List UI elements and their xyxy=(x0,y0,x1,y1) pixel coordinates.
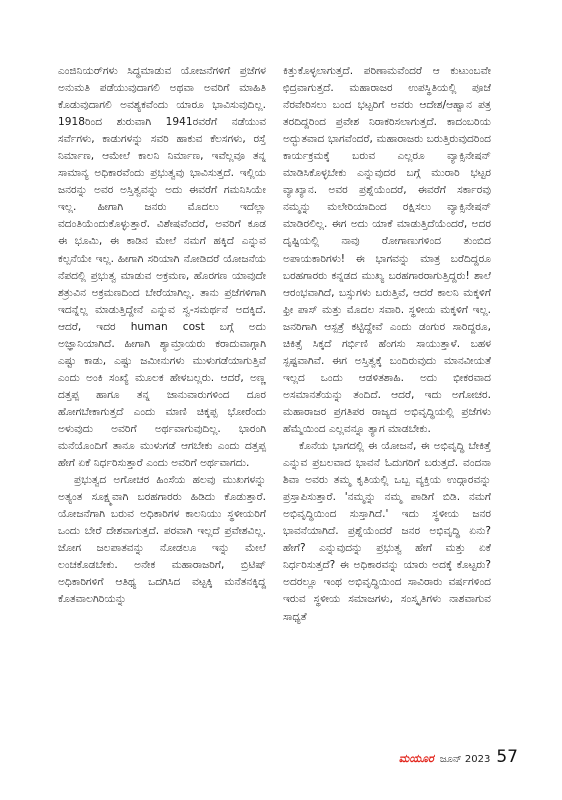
issue-date: ಜೂನ್ 2023 xyxy=(439,754,491,765)
article-column-left xyxy=(58,63,266,609)
article-paragraph: ಪ್ರಭುತ್ವದ ಅಗೋಚರ ಹಿಂಸೆಯ ಹಲವು ಮುಖಗಳನ್ನು ಅತ್ಯಂತ ಸೂಕ್ಷ್ಮವಾಗಿ ಬರಹಗಾರರು ಹಿಡಿದು ಕೊಡುತ್ತಾರೆ. ಯೋಜನೆಗಾಗಿ ಬರುವ ಅಧಿಕಾರಿಗಳ ಕಾಲನಿಯು ಸ್ಥಳೀಯರಿಗೆ ಒಂದು ಬೇರೆ ದೇಶವಾಗುತ್ತದೆ. ಪರವಾಗಿ ಇಲ್ಲದೆ ಪ್ರವೇಶವಿಲ್ಲ. ಜೋಗ ಜಲಪಾತವನ್ನು ನೋಡಲೂ ಇನ್ನು ಮೇಲೆ ಲಂಚಕೊಡಬೇಕು. ಅನೇಕ ಮಹಾರಾಜರಿಗೆ, ಬ್ರಿಟಿಷ್ ಅಧಿಕಾರಿಗಳಿಗೆ ಆತಿಥ್ಯ ಒದಗಿಸಿದ ವಟ್ಟಕ್ಕಿ ಮನೆತನಕ್ಕಿದ್ದ ಕೊತವಾಲಗಿರಿಯನ್ನು xyxy=(58,474,266,606)
article-paragraph: ಕಿತ್ತುಕೊಳ್ಳಲಾಗುತ್ತದೆ. ಪರಿಣಾಮವೆಂದರೆ ಆ ಕುಟುಂಬವೇ ಛಿದ್ರವಾಗುತ್ತದೆ. ಮಹಾರಾಜರ ಉಪಸ್ಥಿತಿಯಲ್ಲಿ ಪೂಜೆ ನೆರವೇರಿಸಲು ಬಂದ ಭಟ್ಟರಿಗೆ ಅವರು ಆದೇಶ/ಆಹ್ವಾನ ಪತ್ರ ತರದಿದ್ದರಿಂದ ಪ್ರವೇಶ ನಿರಾಕರಿಸಲಾಗುತ್ತದೆ. ಕಾದಂಬರಿಯ ಅದ್ಭುತವಾದ ಭಾಗವೆಂದರೆ, ಮಹಾರಾಜರು ಬರುತ್ತಿರುವುದರಿಂದ ಕಾರ್ಯಕ್ರಮಕ್ಕೆ ಬರುವ ಎಲ್ಲರೂ ವ್ಯಾಕ್ಸಿನೇಷನ್ ಮಾಡಿಸಿಕೊಳ್ಳಬೇಕು ಎನ್ನುವುದರ ಬಗ್ಗೆ ಮುರಾರಿ ಭಟ್ಟರ ವ್ಯಾಖ್ಯಾನ. ಅವರ ಪ್ರಶ್ನೆಯೆಂದರೆ, ಈವರೆಗೆ ಸರ್ಕಾರವು ನಮ್ಮನ್ನು ಮಲೇರಿಯಾದಿಂದ ರಕ್ಷಿಸಲು ವ್ಯಾಕ್ಸಿನೇಷನ್ ಮಾಡಿರಲಿಲ್ಲ. ಈಗ ಅದು ಯಾಕೆ ಮಾಡುತ್ತಿದೆಯೆಂದರೆ, ಅದರ ದೃಷ್ಟಿಯಲ್ಲಿ ನಾವು ರೋಗಾಣುಗಳಿಂದ ತುಂಬಿದ ಅಪಾಯಕಾರಿಗಳು! ಈ ಭಾಗವನ್ನು ಮಾತ್ರ ಬರೆದಿದ್ದರೂ ಬರಹಗಾರರು ಕನ್ನಡದ ಮುಖ್ಯ ಬರಹಗಾರರಾಗುತ್ತಿದ್ದರು! ಶಾಲೆ ಆರಂಭವಾಗಿದೆ, ಬಸ್ಸುಗಳು ಬರುತ್ತಿವೆ, ಆದರೆ ಕಾಲನಿ ಮಕ್ಕಳಿಗೆ ಫ್ರೀ ಪಾಸ್ ಮತ್ತು ಮೊದಲ ಸವಾರಿ. ಸ್ಥಳೀಯ ಮಕ್ಕಳಿಗೆ ಇಲ್ಲ. ಜನರಿಗಾಗಿ ಆಸ್ಪತ್ರೆ ಕಟ್ಟಿದ್ದೇವೆ ಎಂದು ಡಂಗುರ ಸಾರಿದ್ದರೂ, ಚಿಕಿತ್ಸೆ ಸಿಕ್ಕದೆ ಗರ್ಭಿಣಿ ಹೆಂಗಸು ಸಾಯುತ್ತಾಳೆ. ಬಹಳ ಸ್ಪಷ್ಟವಾಗಿವೆ. ಈಗ ಅಸ್ತಿತ್ವಕ್ಕೆ ಬಂದಿರುವುದು ಮಾನವೀಯತೆ ಇಲ್ಲದ ಒಂದು ಆಡಳಿತಶಾಹಿ. ಅದು ಭೀಕರವಾದ ಅಸಮಾನತೆಯನ್ನು ತಂದಿದೆ. ಆದರೆ, ಇದು ಅಗೋಚರ. ಮಹಾರಾಜರ ಪ್ರಗತಿಪರ ರಾಜ್ಯದ ಅಭಿವೃದ್ಧಿಯಲ್ಲಿ ಪ್ರಜೆಗಳು ಹೆಮ್ಮೆಯಿಂದ ಎಲ್ಲವನ್ನೂ ತ್ಯಾಗ ಮಾಡಬೇಕು. xyxy=(283,65,491,435)
article-paragraph: ಕೊನೆಯ ಭಾಗದಲ್ಲಿ ಈ ಯೋಜನೆ, ಈ ಅಭಿವೃದ್ಧಿ ಬೇಕಿತ್ತೆ ಎನ್ನುವ ಪ್ರಬಲವಾದ ಭಾವನೆ ಓದುಗರಿಗೆ ಬರುತ್ತದೆ. ವಂದನಾ ಶಿವಾ ಅವರು ತಮ್ಮ ಕೃತಿಯಲ್ಲಿ ಒಬ್ಬ ವ್ಯಕ್ತಿಯ ಉದ್ಗಾರವನ್ನು ಪ್ರಸ್ತಾಪಿಸುತ್ತಾರೆ. 'ನಮ್ಮನ್ನು ನಮ್ಮ ಪಾಡಿಗೆ ಬಿಡಿ. ನಮಗೆ ಅಭಿವೃದ್ಧಿಯಿಂದ ಸುಸ್ತಾಗಿದೆ.' ಇದು ಸ್ಥಳೀಯ ಜನರ ಭಾವನೆಯಾಗಿದೆ. ಪ್ರಶ್ನೆಯೆಂದರೆ ಜನರ ಅಭಿವೃದ್ಧಿ ಏನು? ಹೇಗೆ? ಎನ್ನುವುದನ್ನು ಪ್ರಭುತ್ವ ಹೇಗೆ ಮತ್ತು ಏಕೆ ನಿರ್ಧರಿಸುತ್ತದೆ? ಈ ಅಧಿಕಾರವನ್ನು ಯಾರು ಅದಕ್ಕೆ ಕೊಟ್ಟರು? ಅದರಲ್ಲೂ ಇಂಥ ಅಭಿವೃದ್ಧಿಯಿಂದ ಸಾವಿರಾರು ವರ್ಷಗಳಿಂದ ಇರುವ ಸ್ಥಳೀಯ ಸಮಾಜಗಳು, ಸಂಸ್ಕೃತಿಗಳು ನಾಶವಾಗುವ ಸಾಧ್ಯತೆ xyxy=(283,440,491,623)
page-number: 57 xyxy=(496,747,518,767)
article-column-right xyxy=(283,63,491,626)
magazine-name: ಮಯೂರ xyxy=(398,752,434,765)
page-footer xyxy=(399,747,518,767)
article-paragraph: ಎಂಜಿನಿಯರ್‌ಗಳು ಸಿದ್ಧಮಾಡುವ ಯೋಜನೆಗಳಿಗೆ ಪ್ರಜೆಗಳ ಅನುಮತಿ ಪಡೆಯುವುದಾಗಲಿ ಅಥವಾ ಅವರಿಗೆ ಮಾಹಿತಿ ಕೊಡುವುದಾಗಲಿ ಅವಶ್ಯಕವೆಂದು ಯಾರೂ ಭಾವಿಸುವುದಿಲ್ಲ. 1918ರಿಂದ ಶುರುವಾಗಿ 1941ರವರೆಗೆ ನಡೆಯುವ ಸರ್ವೆಗಳು, ಕಾಡುಗಳನ್ನು ಸವರಿ ಹಾಕುವ ಕೆಲಸಗಳು, ರಸ್ತೆ ನಿರ್ಮಾಣ, ಆಮೇಲೆ ಕಾಲನಿ ನಿರ್ಮಾಣ, ಇವೆಲ್ಲವೂ ತನ್ನ ಸಾಮಾನ್ಯ ಅಧಿಕಾರವೆಂದು ಪ್ರಭುತ್ವವು ಭಾವಿಸುತ್ತದೆ. ಇಲ್ಲಿಯ ಜನರನ್ನು ಅವರ ಅಸ್ತಿತ್ವವನ್ನು ಅದು ಈವರೆಗೆ ಗಮನಿಸಿಯೇ ಇಲ್ಲ. ಹೀಗಾಗಿ ಜನರು ಮೊದಲು ಇದೆಲ್ಲಾ ವದಂತಿಯೆಂದುಕೊಳ್ಳುತ್ತಾರೆ. ವಿಶೇಷವೆಂದರೆ, ಅವರಿಗೆ ಕೂಡ ಈ ಭೂಮಿ, ಈ ಕಾಡಿನ ಮೇಲೆ ನಮಗೆ ಹಕ್ಕಿದೆ ಎನ್ನುವ ಕಲ್ಪನೆಯೇ ಇಲ್ಲ. ಹೀಗಾಗಿ ಸರಿಯಾಗಿ ನೋಡಿದರೆ ಯೋಜನೆಯ ನೆಪದಲ್ಲಿ ಪ್ರಭುತ್ವ ಮಾಡುವ ಅಕ್ರಮಣ, ಹೊರಗಣ ಯಾವುದೇ ಶತ್ರುವಿನ ಅಕ್ರಮಣದಿಂದ ಬೇರೆಯಾಗಿಲ್ಲ. ತಾನು ಪ್ರಜೆಗಳಿಗಾಗಿ ಇದನ್ನೆಲ್ಲ ಮಾಡುತ್ತಿದ್ದೇನೆ ಎನ್ನುವ ಸ್ವ-ಸಮರ್ಥನೆ ಅದಕ್ಕಿದೆ. ಆದರೆ, ಇದರ human cost ಬಗ್ಗೆ ಅದು ಅಜ್ಞಾನಿಯಾಗಿದೆ. ಹೀಗಾಗಿ ಶ್ಯಾಮ್ರಾಯರು ಕರಾದುವಾಗ್ಗಾಗಿ ಎಷ್ಟು ಕಾಡು, ಎಷ್ಟು ಜಮೀನುಗಳು ಮುಳುಗಡೆಯಾಗುತ್ತಿವೆ ಎಂದು ಅಂಕಿ ಸಂಖ್ಯೆ ಮೂಲಕ ಹೇಳಬಲ್ಲರು. ಆದರೆ, ಅಣ್ಣ ದತ್ತಪ್ಪ ಹಾಗೂ ತನ್ನ ಜಾನುವಾರುಗಳಿಂದ ದೂರ ಹೋಗಬೇಕಾಗುತ್ತದೆ ಎಂದು ಮಾಣಿ ಚಿಕ್ಕಪ್ಪ ಭೋರೆಂದು ಅಳುವುದು ಅವರಿಗೆ ಅರ್ಥವಾಗುವುದಿಲ್ಲ. ಭಾರಂಗಿ ಮನೆಯೊಂದಿಗೆ ತಾನೂ ಮುಳುಗಡೆ ಆಗಬೇಕು ಎಂದು ದತ್ತಪ್ಪ ಹೇಗೆ ಏಕೆ ನಿರ್ಧರಿಸುತ್ತಾರೆ ಎಂದು ಅವರಿಗೆ ಅರ್ಥವಾಗದು. xyxy=(58,65,266,470)
